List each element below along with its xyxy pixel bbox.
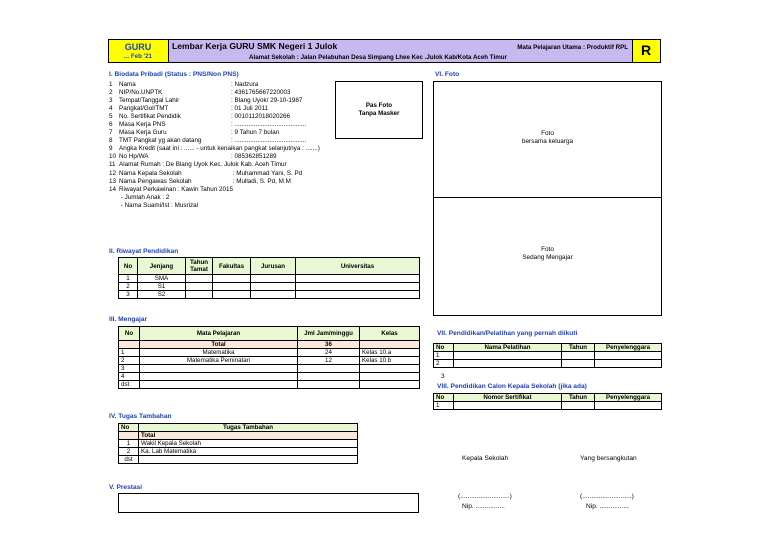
table-cell: 1 <box>434 352 454 360</box>
foto-keluarga-box <box>433 81 662 198</box>
biodata-row-value: - Nama Suami/Ist : Musrizal <box>119 201 199 209</box>
tugas-table <box>118 423 358 464</box>
biodata-row-value: : 9 Tahun 7 bulan <box>231 129 280 137</box>
biodata-row-label: No Hp/WA <box>119 153 149 161</box>
biodata-row <box>109 137 320 145</box>
biodata-row-value: - Jumlah Anak : 2 <box>119 193 170 201</box>
sign-right-nip: Nip. ................ <box>586 503 629 510</box>
header-address: Alamat Sekolah : Jalan Pelabuhan Desa Simpang Lhee Kec .Julok Kab/Kota Aceh Timur <box>249 54 507 61</box>
sign-left-title: Kepala Sekolah <box>462 455 509 462</box>
biodata-row <box>109 129 320 137</box>
biodata-row <box>109 186 320 194</box>
biodata-row-number: 10 <box>109 153 117 161</box>
mengajar-col-jam: Jml Jam/minggu <box>298 327 360 341</box>
biodata-row-label: Tempat/Tanggal Lahir <box>119 97 180 105</box>
biodata-row <box>109 178 320 186</box>
calon-heading: VIII. Pendidikan Calon Kepala Sekolah (jika ada) <box>437 383 587 390</box>
biodata-row-value: : 0010112018020266 <box>231 113 291 121</box>
foto-heading: VI. Foto <box>435 71 460 78</box>
pendidikan-table <box>118 257 420 299</box>
mengajar-col-kelas: Kelas <box>360 327 420 341</box>
biodata-row <box>109 97 320 105</box>
pendidikan-col-fakultas: Fakultas <box>213 258 251 275</box>
biodata-row <box>109 145 320 153</box>
biodata-row-label: No. Sertifikat Pendidik <box>119 113 181 121</box>
tugas-total-label: Total <box>139 432 358 440</box>
biodata-row-label: Nama Pengawas Sekolah <box>119 177 192 185</box>
foto-keluarga-label-2: bersama keluarga <box>521 138 574 145</box>
table-cell: 12 <box>298 357 360 365</box>
pas-foto-box <box>335 81 423 139</box>
biodata-row-label: NIP/No.UNPTK <box>119 89 163 97</box>
pelatihan-heading: VII. Pendidikan/Pelatihan yang pernah diikuti <box>437 330 578 337</box>
mengajar-table <box>118 326 420 389</box>
biodata-row <box>109 105 320 113</box>
biodata-row-value: : ......................................... <box>231 121 307 129</box>
calon-col-no: No <box>434 394 454 402</box>
table-cell: 4 <box>119 373 140 381</box>
pendidikan-col-jurusan: Jurusan <box>251 258 296 275</box>
biodata-row-number: 1 <box>109 81 113 88</box>
biodata-row-number: 11 <box>109 161 116 169</box>
biodata-row-number: 7 <box>109 129 113 137</box>
biodata-row-number: 4 <box>109 105 113 113</box>
page-title: Lembar Kerja GURU SMK Negeri 1 Julok <box>172 41 338 51</box>
biodata-row-number: 5 <box>109 113 113 121</box>
tugas-total-row <box>119 432 358 440</box>
table-row <box>119 440 358 448</box>
biodata-row <box>109 153 320 161</box>
header-date: ... Feb '21 <box>124 53 152 60</box>
foto-mengajar-box <box>433 197 662 316</box>
mengajar-total-row <box>119 341 420 349</box>
calon-col-penyelenggara: Penyelenggara <box>595 394 662 402</box>
pelatihan-col-penyelenggara: Penyelenggara <box>595 344 662 352</box>
table-cell: 1 <box>119 275 138 283</box>
pendidikan-heading: II. Riwayat Pendidikan <box>109 248 179 255</box>
biodata-row-value: : Mulladi, S. Pd, M.M <box>231 177 291 185</box>
table-row <box>119 448 358 456</box>
biodata-row-number: 9 <box>109 145 113 153</box>
biodata-row-label: Nama <box>119 81 136 88</box>
prestasi-box <box>118 493 419 513</box>
biodata-row-value: : Muhammad Yani, S. Pd <box>231 169 303 177</box>
table-row <box>119 456 358 464</box>
table-row <box>119 365 420 373</box>
biodata-row-number: 8 <box>109 137 113 145</box>
pendidikan-col-jenjang: Jenjang <box>138 258 186 275</box>
pas-foto-label-2: Tanpa Masker <box>358 110 400 117</box>
table-cell: SMA <box>138 275 186 283</box>
mengajar-total-value: 36 <box>298 341 360 349</box>
table-cell: Kelas 10.a <box>360 349 420 357</box>
biodata-row-label: Masa Kerja PNS <box>119 121 166 129</box>
pelatihan-extra-row: 3 <box>441 373 445 380</box>
header-role-box <box>108 39 169 63</box>
calon-table <box>433 393 662 410</box>
foto-mengajar-label-1: Foto <box>541 246 554 253</box>
prestasi-heading: V. Prestasi <box>109 484 143 491</box>
table-row <box>119 381 420 389</box>
biodata-row-label: Pangkat/Gol/TMT <box>119 105 169 113</box>
pas-foto-label-1: Pas Foto <box>365 102 393 109</box>
biodata-row-number: 12 <box>109 169 117 177</box>
table-cell: Matematika Peminatan <box>140 357 298 365</box>
table-cell: 1 <box>119 440 139 448</box>
biodata-row-label: TMT Pangkat yg akan datang <box>119 137 202 145</box>
biodata-row-value: Alamat Rumah : De Blang Uyok Kec. Julok Kab. Aceh Timur <box>119 161 287 169</box>
sign-right-title: Yang bersangkutan <box>580 455 637 462</box>
pendidikan-col-no: No <box>119 258 138 275</box>
biodata-row-value: : Nadzura <box>231 81 259 88</box>
sign-right-name: (...........................) <box>580 493 634 500</box>
biodata-row <box>109 121 320 129</box>
table-row <box>434 402 662 410</box>
pelatihan-col-nama: Nama Pelatihan <box>454 344 562 352</box>
calon-col-tahun: Tahun <box>562 394 595 402</box>
biodata-row <box>109 202 320 210</box>
table-cell: 1 <box>119 349 140 357</box>
biodata-heading: I. Biodata Pribadi (Status : PNS/Non PNS) <box>109 71 239 78</box>
pelatihan-col-tahun: Tahun <box>562 344 595 352</box>
header-code-box <box>632 39 661 63</box>
table-cell: Matematika <box>140 349 298 357</box>
biodata-row-value: : 4361765667220003 <box>231 89 291 97</box>
biodata-row-value: Angka Kredit (saat ini : ...... - untuk kenaikan pangkat selanjutnya : .......) <box>119 145 320 153</box>
table-cell: 2 <box>119 283 138 291</box>
table-row <box>119 357 420 365</box>
biodata-row-value: : 01 Juli 2011 <box>231 105 268 113</box>
biodata-list <box>109 81 320 210</box>
table-row <box>434 352 662 360</box>
pelatihan-col-no: No <box>434 344 454 352</box>
biodata-row-label: Nama Kepala Sekolah <box>119 169 182 177</box>
biodata-row-value: : ......................................... <box>231 137 307 145</box>
mengajar-total-label: Total <box>140 341 298 349</box>
table-cell: S1 <box>138 283 186 291</box>
tugas-col-no: No <box>119 424 139 432</box>
pendidikan-col-tahun: Tahun Tamat <box>186 258 213 275</box>
tugas-col-tugas: Tugas Tambahan <box>139 424 358 432</box>
biodata-row-number: 6 <box>109 121 113 129</box>
biodata-row-number: 2 <box>109 89 113 97</box>
biodata-row <box>109 89 320 97</box>
header-role: GURU <box>124 42 152 52</box>
pelatihan-table <box>433 343 662 368</box>
table-cell: 2 <box>119 448 139 456</box>
table-row <box>119 291 420 299</box>
table-cell: S2 <box>138 291 186 299</box>
mengajar-col-mapel: Mata Pelajaran <box>140 327 298 341</box>
table-row <box>119 283 420 291</box>
table-cell: Wakil Kepala Sekolah <box>139 440 358 448</box>
biodata-row-label: Masa Kerja Guru <box>119 129 167 137</box>
table-cell: dst <box>119 381 140 389</box>
biodata-row-number: 3 <box>109 97 113 105</box>
sign-left-nip: Nip. ................ <box>462 503 505 510</box>
table-cell: 1 <box>434 402 454 410</box>
table-row <box>119 349 420 357</box>
tugas-heading: IV. Tugas Tambahan <box>109 413 172 420</box>
mengajar-heading: III. Mengajar <box>109 316 148 323</box>
table-cell: 3 <box>119 365 140 373</box>
biodata-row <box>109 194 320 202</box>
table-row <box>119 373 420 381</box>
table-cell: 3 <box>119 291 138 299</box>
biodata-row-value: Riwayat Perkawinan : Kawin Tahun 2015 <box>119 185 233 193</box>
table-cell: 2 <box>119 357 140 365</box>
header-code: R <box>640 42 652 58</box>
table-cell: 2 <box>434 360 454 368</box>
biodata-row-value: : Blang Uyok/ 29-10-1987 <box>231 97 303 105</box>
mengajar-col-no: No <box>119 327 140 341</box>
header-subject: Mata Pelajaran Utama : Produktif RPL <box>517 44 628 51</box>
biodata-row-value: : 085362851289 <box>231 153 277 161</box>
table-row <box>119 275 420 283</box>
table-cell: 24 <box>298 349 360 357</box>
header-title-box <box>168 39 633 63</box>
biodata-row-number: 14 <box>109 185 117 193</box>
biodata-row <box>109 113 320 121</box>
biodata-row <box>109 81 320 89</box>
foto-keluarga-label-1: Foto <box>541 130 554 137</box>
foto-mengajar-label-2: Sedang Mengajar <box>522 254 573 261</box>
pendidikan-col-universitas: Universitas <box>296 258 420 275</box>
table-cell: Ka. Lab Matematika <box>139 448 358 456</box>
sign-left-name: (...........................) <box>458 493 512 500</box>
table-cell: Kelas 10.b <box>360 357 420 365</box>
biodata-row <box>109 170 320 178</box>
table-cell: dst <box>119 456 139 464</box>
calon-col-sertifikat: Nomor Sertifikat <box>454 394 562 402</box>
biodata-row <box>109 161 320 169</box>
table-row <box>434 360 662 368</box>
biodata-row-number: 13 <box>109 177 117 185</box>
